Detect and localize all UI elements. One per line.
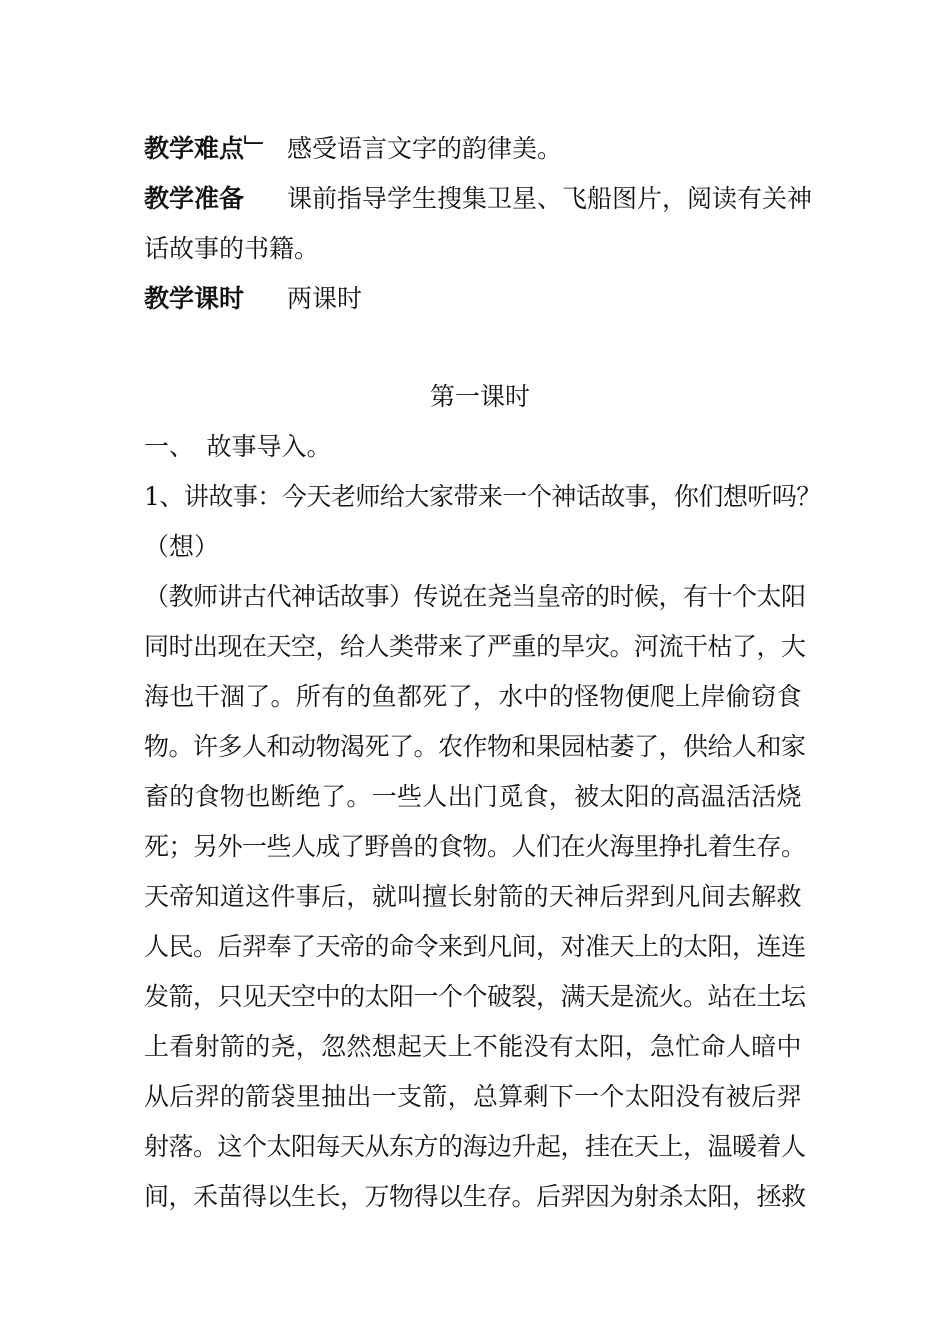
body-line: 射落。这个太阳每天从东方的海边升起，挂在天上，温暖着人 [144, 1132, 806, 1161]
body-line: 物。许多人和动物渴死了。农作物和果园枯萎了，供给人和家 [144, 732, 806, 761]
lesson-hours-text: 两课时 [287, 284, 363, 313]
difficulty-text: 感受语言文字的韵律美。 [287, 134, 563, 163]
preparation-text-line1: 课前指导学生搜集卫星、飞船图片，阅读有关神 [287, 184, 813, 213]
lesson-hours-row [144, 274, 824, 324]
body-line: 发箭，只见天空中的太阳一个个破裂，满天是流火。站在土坛 [144, 982, 806, 1011]
difficulty-label: 教学难点﹂ [144, 134, 270, 163]
section-spacer [144, 324, 824, 372]
body-line: （想） [144, 532, 220, 561]
body-line: 1、讲故事：今天老师给大家带来一个神话故事，你们想听吗？ [144, 482, 821, 511]
body-line: 从后羿的箭袋里抽出一支箭，总算剩下一个太阳没有被后羿 [144, 1082, 802, 1111]
body-line: 人民。后羿奉了天帝的命令来到凡间，对准天上的太阳，连连 [144, 932, 806, 961]
lesson-hours-label: 教学课时 [144, 284, 245, 313]
body-line: 畜的食物也断绝了。一些人出门觅食，被太阳的高温活活烧 [144, 782, 802, 811]
body-line: 同时出现在天空，给人类带来了严重的旱灾。河流干枯了，大 [144, 632, 806, 661]
lesson-plan-content [144, 124, 824, 1222]
body-line: 上看射箭的尧，忽然想起天上不能没有太阳，急忙命人暗中 [144, 1032, 802, 1061]
body-line: 海也干涸了。所有的鱼都死了，水中的怪物便爬上岸偷窃食 [144, 682, 802, 711]
body-line: 死；另外一些人成了野兽的食物。人们在火海里挣扎着生存。 [144, 832, 806, 861]
body-line: 间，禾苗得以生长，万物得以生存。后羿因为射杀太阳，拯救 [144, 1182, 806, 1211]
difficulty-row [144, 124, 824, 174]
body-line: 天帝知道这件事后，就叫擅长射箭的天神后羿到凡间去解救 [144, 882, 802, 911]
body-line: （教师讲古代神话故事）传说在尧当皇帝的时候，有十个太阳 [144, 582, 806, 611]
preparation-label: 教学准备 [144, 184, 245, 213]
preparation-row [144, 174, 824, 224]
step-heading: 一、 故事导入。 [144, 432, 332, 461]
preparation-text-line2: 话故事的书籍。 [144, 234, 320, 263]
section-title: 第一课时 [429, 382, 530, 411]
